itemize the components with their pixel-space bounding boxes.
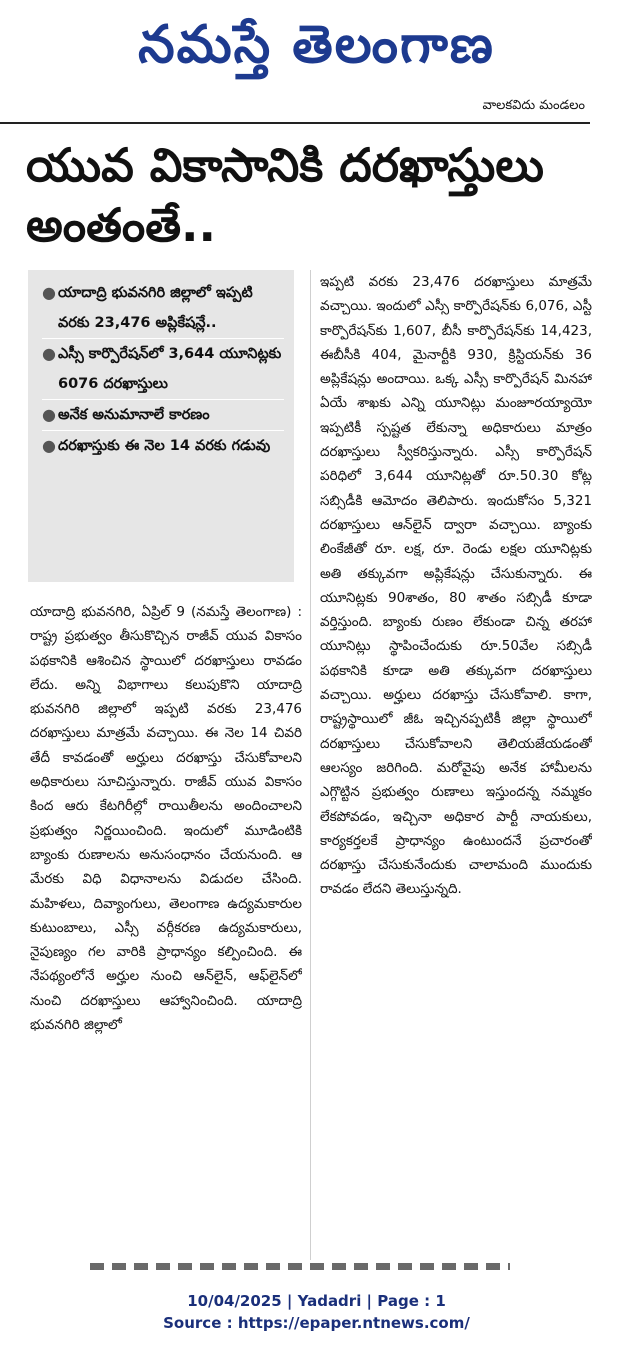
highlight-item [42, 278, 284, 338]
bullet-icon: ● [42, 436, 56, 455]
highlights-box [28, 270, 294, 582]
footer-date-edition: 10/04/2025 | Yadadri | Page : 1 [187, 1292, 446, 1310]
article-headline: యువ వికాసానికి దరఖాస్తులు అంతంతే.. [26, 138, 544, 252]
highlight-text: యాదాద్రి భువనగిరి జిల్లాలో ఇప్పటి వరకు 23,476 అప్లికేషన్లే.. [58, 285, 253, 331]
section-label: వాలకవిదు మండలం [482, 98, 585, 113]
highlight-item [42, 431, 284, 461]
highlight-text: దరఖాస్తుకు ఈ నెల 14 వరకు గడువు [58, 438, 271, 454]
article-body-left-column: యాదాద్రి భువనగిరి, ఏప్రిల్ 9 (నమస్తే తెలంగాణ) : రాష్ట్ర ప్రభుత్వం తీసుకొచ్చిన రాజీవ్ యువ వికాసం పథకానికి ఆశించిన స్థాయిలో దరఖాస్తులు రావడం లేదు. అన్ని విభాగాలు కలుపుకొని యాదాద్రి భువనగిరి జిల్లాలో ఇప్పటి వరకు 23,476 దరఖాస్తులు మాత్రమే వచ్చాయి. ఈ నెల 14 చివరి తేదీ కావడంతో అర్హులు దరఖాస్తు చేసుకోవాలని అధికారులు సూచిస్తున్నారు. రాజీవ్ యువ వికాసం కింద ఆరు కేటగిరీల్లో రాయితీలను అందించాలని ప్రభుత్వం నిర్ణయించింది. ఇందులో మూడింటికి బ్యాంకు రుణాలను అనుసంధానం చేయనుంది. ఆ మేరకు విధి విధానాలను విడుదల చేసింది. మహిళలు, దివ్యాంగులు, తెలంగాణ ఉద్యమకారుల కుటుంబాలు, ఎస్సీ వర్గీకరణ ఉద్యమకారులు, నైపుణ్యం గల వారికి ప్రాధాన్యం కల్పించింది. ఈ నేపథ్యంలోనే అర్హుల నుంచి ఆన్‌లైన్, ఆఫ్‌లైన్‌లో నుంచి దరఖాస్తులు ఆహ్వానించింది. యాదాద్రి భువనగిరి జిల్లాలో [30, 604, 302, 1034]
newspaper-logo: నమస్తే తెలంగాణ [138, 15, 495, 75]
highlight-text: అనేక అనుమానాలే కారణం [58, 407, 210, 423]
footer-source-link[interactable]: Source : https://epaper.ntnews.com/ [163, 1314, 470, 1332]
masthead [0, 0, 633, 90]
bullet-icon: ● [42, 405, 56, 424]
clipping-edge [90, 1263, 510, 1270]
bullet-icon: ● [42, 344, 56, 363]
bullet-icon: ● [42, 283, 56, 302]
highlight-item [42, 339, 284, 399]
highlight-item [42, 400, 284, 430]
header-rule [0, 122, 590, 124]
article-body-right-column: ఇప్పటి వరకు 23,476 దరఖాస్తులు మాత్రమే వచ్చాయి. ఇందులో ఎస్సీ కార్పొరేషన్‌కు 6,076, ఎస్టీ కార్పొరేషన్‌కు 1,607, బీసీ కార్పొరేషన్‌కు 14,423, ఈబీసీకి 404, మైనార్టీకి 930, క్రిస్టియన్‌కు 36 అప్లికేషన్లు అందాయి. ఒక్క ఎస్సీ కార్పొరేషన్ మినహా ఏయే శాఖకు ఎన్ని యూనిట్లు మంజూరయ్యాయో ఇప్పటికీ స్పష్టత లేకున్నా అధికారులు మాత్రం దరఖాస్తులు స్వీకరిస్తున్నారు. ఎస్సీ కార్పొరేషన్ పరిధిలో 3,644 యూనిట్లతో రూ.50.30 కోట్ల సబ్సిడీకి ఆమోదం తెలిపారు. ఇందుకోసం 5,321 దరఖాస్తులు ఆన్‌లైన్ ద్వారా వచ్చాయి. బ్యాంకు లింకేజీతో రూ. లక్ష, రూ. రెండు లక్షల యూనిట్లకు అతి తక్కువగా అప్లికేషన్లు చేసుకున్నారు. ఈ యూనిట్లకు 90శాతం, 80 శాతం సబ్సిడీ కూడా వర్తిస్తుంది. బ్యాంకు రుణం లేకుండా చిన్న తరహా యూనిట్లు స్థాపించేందుకు రూ.50వేల సబ్సిడీ పథకానికి కూడా అతి తక్కువగా దరఖాస్తులు వచ్చాయి. అర్హులు దరఖాస్తు చేసుకోవాలి. కాగా, రాష్ట్రస్థాయిలో జీఓ ఇచ్చినప్పటికీ జిల్లా స్థాయిలో దరఖాస్తులు చేసుకోవాలని తెలియజేయడంతో ఆలస్యం జరిగింది. మరోవైపు అనేక హామీలను ఎగ్గొట్టిన ప్రభుత్వం రుణాలు ఇస్తుందన్న నమ్మకం లేకపోవడం, ఇచ్చినా అధికార పార్టీ నాయకులు, కార్యకర్తలకే ప్రాధాన్యం ఉంటుందనే ప్రచారంతో దరఖాస్తు చేసుకునేందుకు చాలామంది ముందుకు రావడం లేదని తెలుస్తున్నది. [320, 274, 592, 898]
highlight-text: ఎస్సీ కార్పొరేషన్‌లో 3,644 యూనిట్లకు 6076 దరఖాస్తులు [58, 346, 282, 392]
column-divider [310, 270, 311, 1260]
